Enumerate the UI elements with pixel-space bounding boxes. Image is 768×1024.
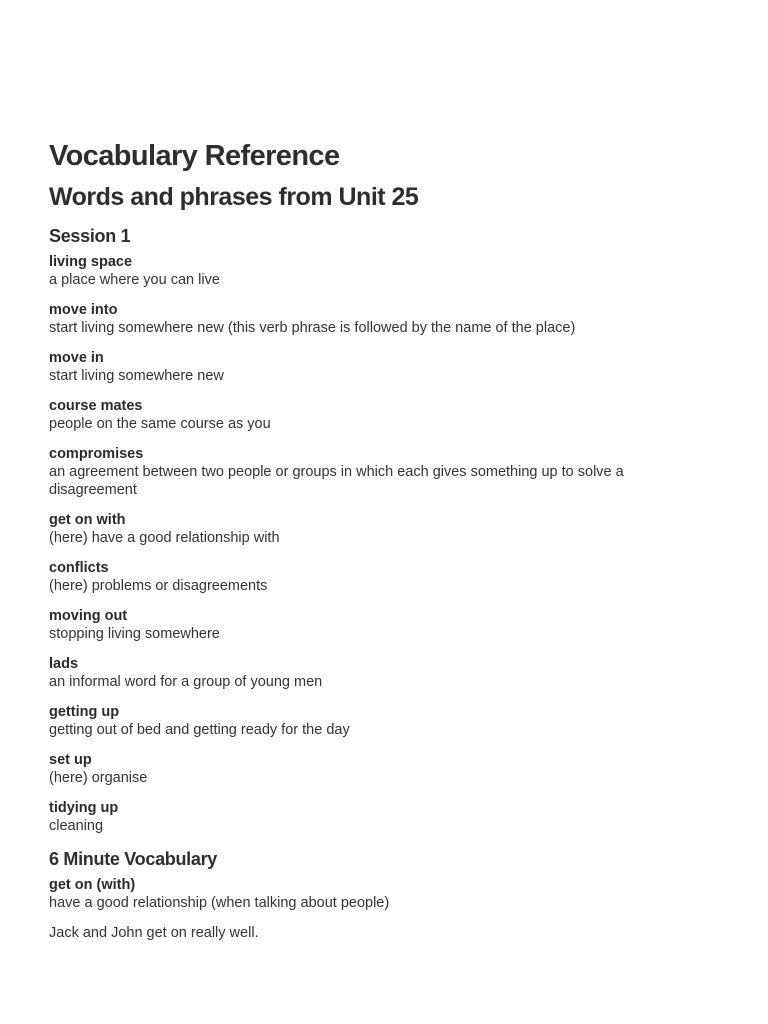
vocabulary-definition: have a good relationship (when talking about people) — [49, 895, 390, 911]
vocabulary-term: conflicts — [49, 560, 109, 576]
vocabulary-term: living space — [49, 254, 133, 270]
vocabulary-entry — [49, 349, 709, 385]
vocabulary-entry — [49, 876, 709, 912]
vocabulary-entry — [49, 301, 709, 337]
vocabulary-entry — [49, 655, 709, 691]
vocabulary-term: compromises — [49, 446, 144, 462]
vocabulary-entry — [49, 511, 709, 547]
vocabulary-definition: an informal word for a group of young men — [49, 674, 323, 690]
vocabulary-definition: (here) have a good relationship with — [49, 530, 280, 546]
vocabulary-term: tidying up — [49, 800, 119, 816]
vocabulary-definition: getting out of bed and getting ready for the day — [49, 722, 350, 738]
vocabulary-definition: (here) organise — [49, 770, 148, 786]
session-heading: Session 1 — [49, 226, 131, 246]
vocabulary-definition: an agreement between two people or groups in which each gives something up to solve a disagreement — [49, 464, 624, 498]
document-page — [49, 138, 709, 942]
vocabulary-term: getting up — [49, 704, 120, 720]
vocabulary-definition: (here) problems or disagreements — [49, 578, 268, 594]
vocabulary-term: set up — [49, 752, 92, 768]
six-minute-vocabulary-heading: 6 Minute Vocabulary — [49, 849, 218, 869]
vocabulary-term: course mates — [49, 398, 143, 414]
vocabulary-entry — [49, 397, 709, 433]
document-title: Vocabulary Reference — [49, 140, 340, 172]
vocabulary-definition: a place where you can live — [49, 272, 220, 288]
vocabulary-entry — [49, 751, 709, 787]
vocabulary-entry — [49, 703, 709, 739]
vocabulary-entry — [49, 559, 709, 595]
vocabulary-definition: people on the same course as you — [49, 416, 271, 432]
vocabulary-entry — [49, 799, 709, 835]
vocabulary-entry — [49, 253, 709, 289]
vocabulary-term: moving out — [49, 608, 128, 624]
vocabulary-term: move in — [49, 350, 104, 366]
vocabulary-entry — [49, 607, 709, 643]
vocabulary-definition: cleaning — [49, 818, 104, 834]
vocabulary-term: move into — [49, 302, 118, 318]
vocabulary-entry — [49, 445, 709, 499]
vocabulary-definition: stopping living somewhere — [49, 626, 220, 642]
session-vocabulary-list — [49, 253, 709, 835]
vocabulary-term: lads — [49, 656, 79, 672]
vocabulary-term: get on with — [49, 512, 126, 528]
six-minute-vocabulary-list — [49, 876, 709, 942]
example-sentence: Jack and John get on really well. — [49, 925, 259, 941]
vocabulary-definition: start living somewhere new — [49, 368, 224, 384]
document-subtitle: Words and phrases from Unit 25 — [49, 183, 419, 211]
vocabulary-definition: start living somewhere new (this verb phrase is followed by the name of the place) — [49, 320, 576, 336]
vocabulary-term: get on (with) — [49, 877, 136, 893]
